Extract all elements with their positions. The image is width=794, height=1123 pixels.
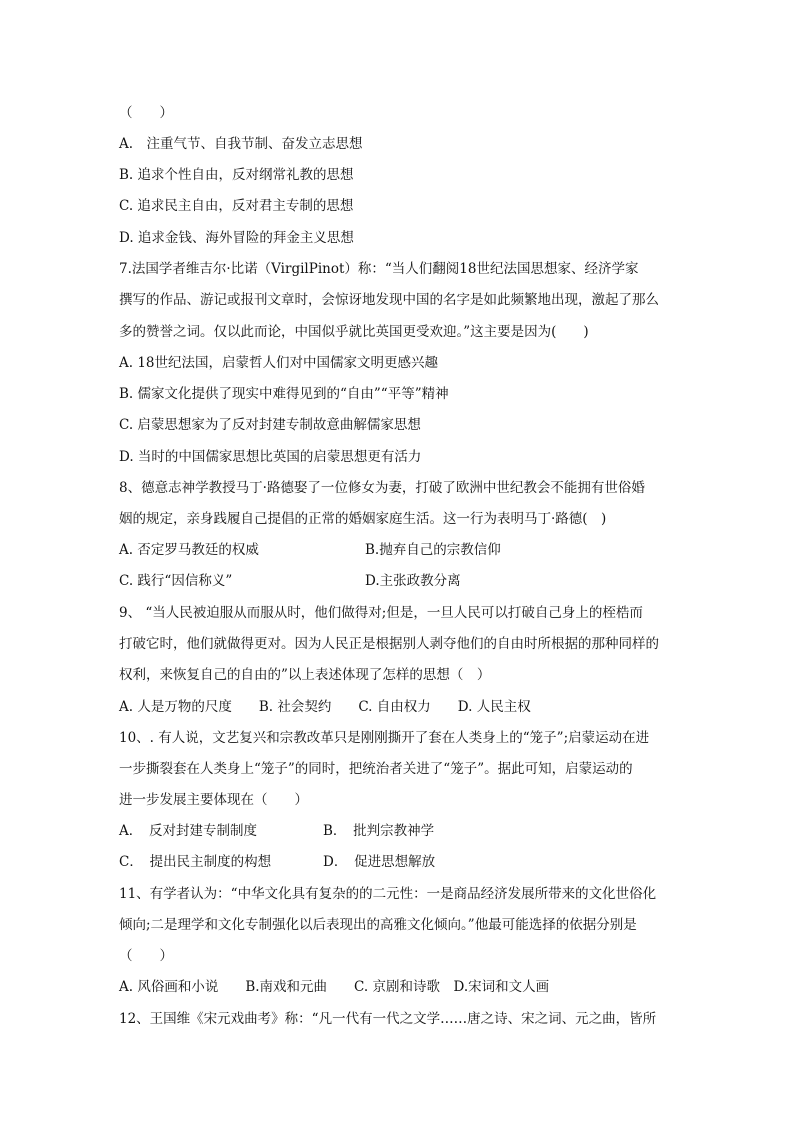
q11-options: A. 风俗画和小说 B.南戏和元曲 C. 京剧和诗歌 D.宋词和文人画 — [119, 979, 550, 995]
q11-stem-line-3: （ ） — [119, 948, 173, 964]
q10-stem-line-2: 一步撕裂套在人类身上“笼子”的同时，把统治者关进了“笼子”。据此可知，启蒙运动的 — [119, 761, 633, 777]
q6-option-b: B. 追求个性自由，反对纲常礼教的思想 — [119, 167, 354, 183]
q9-stem-line-2: 打破它时，他们就做得更对。因为人民正是根据别人剥夺他们的自由时所根据的那种同样的 — [119, 636, 659, 652]
q8-option-b: B.抛弃自己的宗教信仰 — [365, 542, 501, 558]
q6-option-d: D. 追求金钱、海外冒险的拜金主义思想 — [119, 230, 354, 246]
question-6-bracket: （ ） — [119, 105, 173, 121]
q7-stem-line-2: 撰写的作品、游记或报刊文章时，会惊讶地发现中国的名字是如此频繁地出现，激起了那么 — [119, 292, 659, 308]
q10-stem-line-1: 10、. 有人说，文艺复兴和宗教改革只是刚刚撕开了套在人类身上的“笼子”;启蒙运动在进 — [119, 730, 650, 746]
q7-stem-line-1: 7.法国学者维吉尔·比诺（VirgilPinot）称：“当人们翻阅18世纪法国思想家、经济学家 — [119, 261, 639, 277]
q9-options: A. 人是万物的尺度 B. 社会契约 C. 自由权力 D. 人民主权 — [119, 699, 531, 715]
q6-option-a: A. 注重气节、自我节制、奋发立志思想 — [119, 136, 363, 152]
q8-option-a: A. 否定罗马教廷的权威 — [119, 542, 259, 558]
q8-option-d: D.主张政教分离 — [365, 573, 461, 589]
q7-option-d: D. 当时的中国儒家思想比英国的启蒙思想更有活力 — [119, 449, 422, 465]
q6-option-c: C. 追求民主自由，反对君主专制的思想 — [119, 198, 354, 214]
q8-stem-line-1: 8、德意志神学教授马丁·路德娶了一位修女为妻，打破了欧洲中世纪教会不能拥有世俗婚 — [119, 480, 645, 496]
q10-option-a: A． 反对封建专制制度 — [119, 823, 257, 839]
q10-stem-line-3: 进一步发展主要体现在（ ） — [119, 792, 308, 808]
q11-stem-line-2: 倾向;二是理学和文化专制强化以后表现出的高雅文化倾向。”他最可能选择的依据分别是 — [119, 917, 637, 933]
q8-option-c: C. 践行“因信称义” — [119, 573, 233, 589]
q7-option-c: C. 启蒙思想家为了反对封建专制故意曲解儒家思想 — [119, 417, 421, 433]
q7-option-b: B. 儒家文化提供了现实中难得见到的“自由”“平等”精神 — [119, 386, 449, 402]
q11-stem-line-1: 11、有学者认为：“中华文化具有复杂的的二元性：一是商品经济发展所带来的文化世俗化 — [119, 886, 657, 902]
q10-option-c: C． 提出民主制度的构想 — [119, 854, 272, 870]
q7-stem-line-3: 多的赞誉之词。仅以此而论，中国似乎就比英国更受欢迎。”这主要是因为( ) — [119, 324, 589, 340]
q7-option-a: A. 18世纪法国，启蒙哲人们对中国儒家文明更感兴趣 — [119, 355, 439, 371]
q8-stem-line-2: 姻的规定，亲身践履自己提倡的正常的婚姻家庭生活。这一行为表明马丁·路德( ) — [119, 511, 607, 527]
q10-option-d: D． 促进思想解放 — [323, 854, 436, 870]
q12-stem-line-1: 12、王国维《宋元戏曲考》称：“凡一代有一代之文学……唐之诗、宋之词、元之曲，皆所 — [119, 1011, 657, 1027]
q9-stem-line-1: 9、 “当人民被迫服从而服从时，他们做得对;但是，一旦人民可以打破自己身上的桎梏而 — [119, 605, 643, 621]
q10-option-b: B． 批判宗教神学 — [323, 823, 435, 839]
q9-stem-line-3: 权利，来恢复自己的自由的”以上表述体现了怎样的思想（ ） — [119, 667, 491, 683]
